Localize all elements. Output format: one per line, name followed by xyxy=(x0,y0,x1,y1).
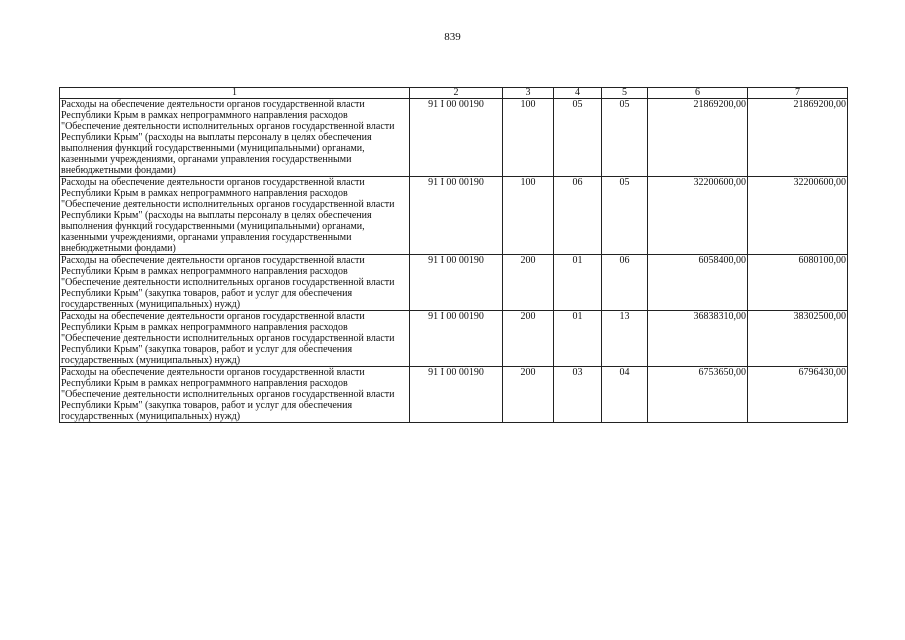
table-row xyxy=(60,255,848,311)
amount-2-cell: 6080100,00 xyxy=(748,255,848,311)
expense-type-cell: 200 xyxy=(503,311,554,367)
subsection-cell: 04 xyxy=(602,367,648,423)
target-code-cell: 91 I 00 00190 xyxy=(410,255,503,311)
column-header: 4 xyxy=(554,88,602,99)
amount-2-cell: 32200600,00 xyxy=(748,177,848,255)
target-code-cell: 91 I 00 00190 xyxy=(410,367,503,423)
amount-1-cell: 32200600,00 xyxy=(648,177,748,255)
amount-1-cell: 36838310,00 xyxy=(648,311,748,367)
section-cell: 01 xyxy=(554,311,602,367)
page-number: 839 xyxy=(444,31,461,43)
table-row xyxy=(60,367,848,423)
table-row xyxy=(60,99,848,177)
amount-1-cell: 6058400,00 xyxy=(648,255,748,311)
section-cell: 01 xyxy=(554,255,602,311)
column-header: 2 xyxy=(410,88,503,99)
subsection-cell: 06 xyxy=(602,255,648,311)
column-header: 1 xyxy=(60,88,410,99)
subsection-cell: 05 xyxy=(602,177,648,255)
target-code-cell: 91 I 00 00190 xyxy=(410,311,503,367)
amount-1-cell: 21869200,00 xyxy=(648,99,748,177)
subsection-cell: 05 xyxy=(602,99,648,177)
column-header: 3 xyxy=(503,88,554,99)
target-code-cell: 91 I 00 00190 xyxy=(410,99,503,177)
column-header: 6 xyxy=(648,88,748,99)
expense-type-cell: 100 xyxy=(503,99,554,177)
row-description: Расходы на обеспечение деятельности органов государственной власти Республики Крым в рамках непрограммного направления расходов "Обеспечение деятельности исполнительных органов государственной власти Республики Крым" (закупка товаров, работ и услуг для обеспечения государственных (муниципальных) нужд) xyxy=(60,311,410,367)
expense-type-cell: 200 xyxy=(503,255,554,311)
table-row xyxy=(60,177,848,255)
column-header: 5 xyxy=(602,88,648,99)
row-description: Расходы на обеспечение деятельности органов государственной власти Республики Крым в рамках непрограммного направления расходов "Обеспечение деятельности исполнительных органов государственной власти Республики Крым" (расходы на выплаты персоналу в целях обеспечения выполнения функций государственными (муниципальными) органами, казенными учреждениями, органами управления государственными внебюджетными фондами) xyxy=(60,177,410,255)
expense-type-cell: 200 xyxy=(503,367,554,423)
target-code-cell: 91 I 00 00190 xyxy=(410,177,503,255)
amount-1-cell: 6753650,00 xyxy=(648,367,748,423)
amount-2-cell: 38302500,00 xyxy=(748,311,848,367)
column-header: 7 xyxy=(748,88,848,99)
row-description: Расходы на обеспечение деятельности органов государственной власти Республики Крым в рамках непрограммного направления расходов "Обеспечение деятельности исполнительных органов государственной власти Республики Крым" (расходы на выплаты персоналу в целях обеспечения выполнения функций государственными (муниципальными) органами, казенными учреждениями, органами управления государственными внебюджетными фондами) xyxy=(60,99,410,177)
amount-2-cell: 21869200,00 xyxy=(748,99,848,177)
budget-table xyxy=(59,87,848,423)
table-row xyxy=(60,311,848,367)
section-cell: 03 xyxy=(554,367,602,423)
section-cell: 06 xyxy=(554,177,602,255)
header-row xyxy=(60,88,848,99)
expense-type-cell: 100 xyxy=(503,177,554,255)
amount-2-cell: 6796430,00 xyxy=(748,367,848,423)
section-cell: 05 xyxy=(554,99,602,177)
subsection-cell: 13 xyxy=(602,311,648,367)
row-description: Расходы на обеспечение деятельности органов государственной власти Республики Крым в рамках непрограммного направления расходов "Обеспечение деятельности исполнительных органов государственной власти Республики Крым" (закупка товаров, работ и услуг для обеспечения государственных (муниципальных) нужд) xyxy=(60,255,410,311)
row-description: Расходы на обеспечение деятельности органов государственной власти Республики Крым в рамках непрограммного направления расходов "Обеспечение деятельности исполнительных органов государственной власти Республики Крым" (закупка товаров, работ и услуг для обеспечения государственных (муниципальных) нужд) xyxy=(60,367,410,423)
